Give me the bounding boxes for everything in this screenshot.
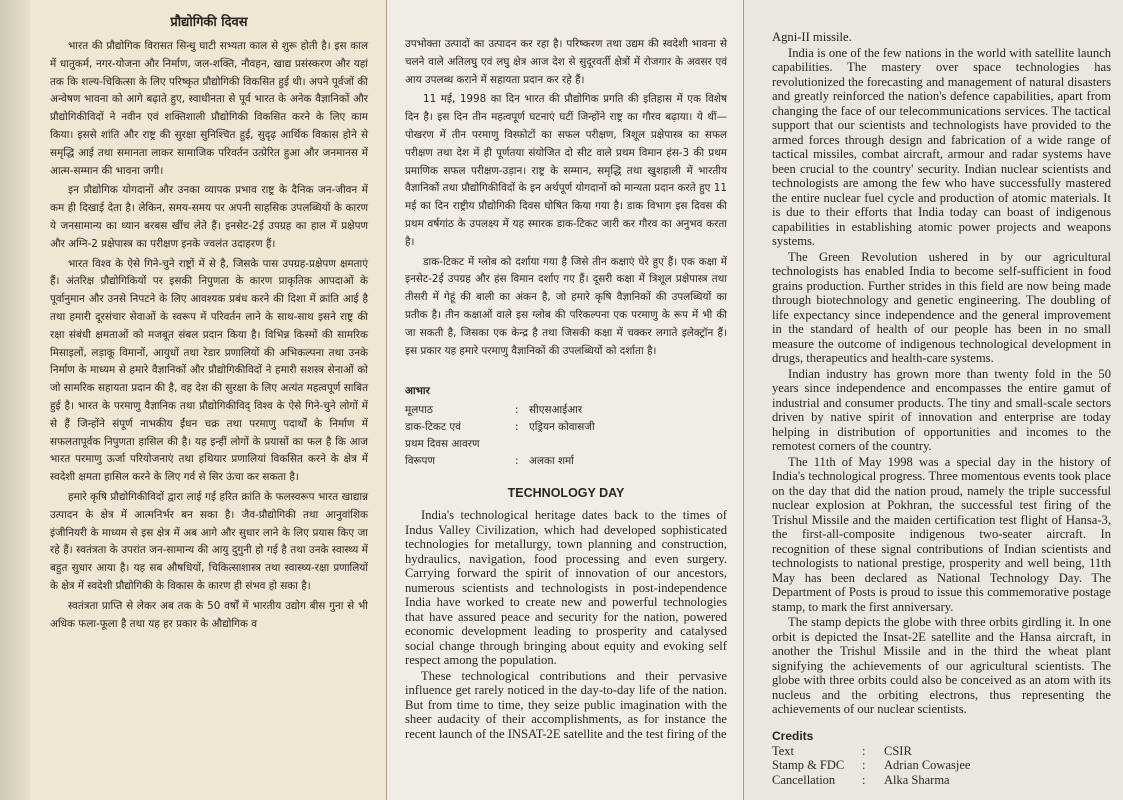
credit-value: एड्रियन कोवासजी bbox=[529, 421, 595, 434]
english-credit-row bbox=[772, 758, 1111, 773]
hindi-credit-row bbox=[405, 453, 727, 470]
credit-sep: : bbox=[862, 743, 866, 758]
english-credits-heading: Credits bbox=[772, 728, 814, 743]
hindi-credits bbox=[405, 384, 727, 470]
hindi-credit-row bbox=[405, 402, 727, 419]
hindi-left-paragraph: भारत विश्व के ऐसे गिने-चुने राष्ट्रों में से है, जिसके पास उपग्रह-प्रक्षेपण क्षमताएं हैं। अंतरिक्ष प्रौद्योगिकियों पर इसकी निपुणता के कारण प्राकृतिक आपदाओं के पूर्वानुमान और उनसे निपटने के लिए आवश्यक प्रबंध करने की दिशा में क्रांति आई है तथा हमारी दूरसंचार सेवाओं के स्वरूप में परिवर्तन लाने के साथ-साथ इसने राष्ट्र की रक्षा संबंधी क्षमताओं को मजबूत संबल प्रदान किया है। विभिन्न किस्मों की सामरिक मिसाइलों, लड़ाकू विमानों, आयुधों तथा रेडार प्रणालियों की अभिकल्पना तथा उनके निर्माण के माध्यम से हमारे वैज्ञानिकों और प्रौद्योगिकीविदों ने हमारी सशस्त्र सेनाओं को जो सामरिक सहायता प्रदान की है, वह देश की सुरक्षा के लिए अत्यंत महत्वपूर्ण साबित हुई है। भारत के परमाणु वैज्ञानिक तथा प्रौद्योगिकीविद् विश्व के ऐसे गिने-चुने लोगों में से हैं जिन्होंने संपूर्ण नाभकीय ईंधन चक्र तथा परमाणु पदार्थों के निर्माण में सफलतापूर्वक निपुणता हासिल की है। यह इन्हीं लोगों के प्रयासों का फल है कि आज भारत परमाणु ऊर्जा परियोजनाएं तथा हथियार प्रणालियां विकसित करने के क्षेत्र में स्वदेशी क्षमता हासिल करने के लिए गर्व से सिर ऊंचा कर सकता है। bbox=[50, 257, 368, 484]
hindi-left-paragraph: स्वतंत्रता प्राप्ति से लेकर अब तक के 50 वर्षों में भारतीय उद्योग बीस गुना से भी अधिक फला-फूला है तथा यह हर प्रकार के औद्योगिक व bbox=[50, 599, 368, 630]
english-right-lead: Agni-II missile. bbox=[772, 30, 852, 44]
hindi-left-paragraph: भारत की प्रौद्योगिक विरासत सिन्धु घाटी सभ्यता काल से शुरू होती है। इस काल में धातुकर्म, नगर-योजना और निर्माण, जल-शक्ति, नौवहन, खाद्य प्रसंस्करण और यहां तक कि शल्य-चिकित्सा के लिए परिष्कृत प्रौद्योगिकी विकसित हुई थी। अपने पूर्वजों की अन्वेषण भावना को आगे बढ़ाते हुए, स्वाधीनता से पूर्व भारत के अनेक वैज्ञानिकों और प्रौद्योगिकीविदों ने नवीन एवं शक्तिशाली प्रौद्योगिकी विकसित करने के लिए काम किया। इससे शांति और राष्ट्र की सुरक्षा सुनिश्चित हुई, सुदृढ़ आर्थिक विकास होने से समृद्धि आई तथा समानता लाकर सामाजिक परिवर्तन उत्प्रेरित हुआ और जनमानस में आत्म-सम्मान की भावना जगी। bbox=[50, 40, 368, 177]
credit-value: Alka Sharma bbox=[884, 772, 950, 787]
hindi-credit-row bbox=[405, 419, 727, 436]
hindi-title: प्रौद्योगिकी दिवस bbox=[170, 15, 248, 30]
english-credit-row bbox=[772, 773, 1111, 788]
english-credits bbox=[772, 729, 1111, 788]
right-panel bbox=[743, 0, 1123, 800]
credit-label: Stamp & FDC bbox=[772, 758, 845, 772]
english-body-right bbox=[772, 30, 1111, 717]
credit-value: Adrian Cowasjee bbox=[884, 758, 971, 772]
credit-sep: : bbox=[862, 772, 866, 787]
hindi-left-paragraph: हमारे कृषि प्रौद्योगिकीविदों द्वारा लाई गई हरित क्रांति के फलस्वरूप भारत खाद्यान्न उत्पादन के क्षेत्र में आत्मनिर्भर बन सका है। जैव-प्रौद्योगिकी तथा आनुवांशिक इंजीनियरी के माध्यम से इस क्षेत्र में अब आगे और सुधार लाने के लिए प्रयास किए जा रहे हैं। स्वतंत्रता के उपरांत जन-सामान्य की आयु दुगुनी हो गई है तथा उनके स्वास्थ्य में बहुत सुधार आया है। यह सब औषधियों, चिकित्साशास्त्र तथा स्वास्थ्य-रक्षा प्रणालियों के क्षेत्र में स्वदेशी प्रौद्योगिकी के विकास के कारण ही संभव हो सका है। bbox=[50, 490, 368, 592]
english-mid-paragraph: These technological contributions and their pervasive influence get rarely noticed in the day-to-day life of the nation. But from time to time, they seize public imagination with the sheer audacity of their accomplishments, as for instance the recent launch of the INSAT-2E satellite and the test firing of the bbox=[405, 668, 727, 741]
hindi-credits-heading: आभार bbox=[405, 385, 430, 398]
english-body-mid bbox=[405, 508, 727, 741]
credit-label: Text bbox=[772, 743, 795, 758]
credit-label: डाक-टिकट एवं bbox=[405, 421, 461, 434]
english-right-paragraph: India is one of the few nations in the world with satellite launch capabilities. The mastery over space technologies has revolutionized the forecasting and management of natural disasters and greatly reinforced the nation's defence capabilities, apart from changing the face of our telecommunications services. The tactical support that our scientists and technologists have provided to the armed forces through design and fabrication of a wide range of tactical missiles, combat aircraft, armour and radar systems have been crucial to the country' security. Indian nuclear scientists and technologists are among the few who have successfully mastered the entire nuclear fuel cycle and production of atomic materials. It is due to their efforts that India today can boast of indigenous capabilities in establishing atomic power projects and weapons systems. bbox=[772, 45, 1111, 248]
credit-value: सीएसआईआर bbox=[529, 404, 583, 417]
credit-label: Cancellation bbox=[772, 772, 836, 787]
english-right-paragraph: The Green Revolution ushered in by our agricultural technologists has enabled India to become self-sufficient in food grains production. Further strides in this field are now being made through biotechnology and genetic engineering. The doubling of life expectancy since independence and the general improvement in the standard of health of our people has been in no small measure the outcome of indigenous technological development in drugs, therapeutics and health-care systems. bbox=[772, 249, 1111, 365]
credit-value: CSIR bbox=[884, 743, 912, 758]
hindi-body-left bbox=[50, 38, 368, 633]
credit-sep: : bbox=[515, 455, 519, 468]
credit-label: मूलपाठ bbox=[405, 404, 433, 417]
left-panel bbox=[0, 0, 386, 800]
middle-panel bbox=[386, 0, 743, 800]
english-right-paragraph: The 11th of May 1998 was a special day in the history of India's technological progress. Three momentous events took place on the day that did the nation proud, namely the triple successful nuclear explosion at Pokhran, the successful test firing of the Trishul Missile and the maiden certification test flight of Hansa-3, the first-all-composite indigenous two-seater aircraft. In recognition of these signal contributions of Indian scientists and technologists to national prestige, prosperity and well being, 11th May has been declared as National Technology Day. The Department of Posts is proud to issue this commemorative postage stamp, to mark the first anniversary. bbox=[772, 454, 1111, 614]
hindi-mid-paragraph: 11 मई, 1998 का दिन भारत की प्रौद्योगिक प्रगति की इतिहास में एक विशेष दिन है। इस दिन तीन महत्वपूर्ण घटनाएं घटीं जिन्होंने राष्ट्र का गौरव बढ़ाया। ये थीं—पोखरण में तीन परमाणु विस्फोटों का सफल परीक्षण, त्रिशूल प्रक्षेपास्त्र का सफल परीक्षण तथा देश में ही पूर्णतया संयोजित दो सीट वाले प्रथम विमान हंस-3 की प्रथम प्रमाणिक सफल परीक्षण-उड़ान। राष्ट्र के सम्मान, समृद्धि तथा खुशहाली में भारतीय वैज्ञानिकों तथा प्रौद्योगिकीविदों के इन अर्थपूर्ण योगदानों को मान्यता प्रदान करते हुए 11 मई का दिन राष्ट्रीय प्रौद्योगिकी दिवस घोषित किया गया है। डाक विभाग इस दिवस की प्रथम वर्षगांठ के उपलक्ष्य में यह स्मारक डाक-टिकट जारी कर गौरव का अनुभव करता है। bbox=[405, 93, 727, 248]
hindi-left-paragraph: इन प्रौद्योगिक योगदानों और उनका व्यापक प्रभाव राष्ट्र के दैनिक जन-जीवन में कम ही दिखाई देता है। लेकिन, समय-समय पर अपनी साहसिक उपलब्धियों के कारण ये जनसामान्य का ध्यान बरबस खींच लेते हैं। इनसेट-2ई उपग्रह का हाल में प्रक्षेपण और अग्नि-2 प्रक्षेपास्त्र का परीक्षण इनके ज्वलंत उदाहरण हैं। bbox=[50, 184, 368, 250]
english-title: TECHNOLOGY DAY bbox=[507, 486, 625, 501]
english-credit-row bbox=[772, 744, 1111, 759]
credit-label: प्रथम दिवस आवरण bbox=[405, 438, 480, 451]
hindi-mid-paragraph: डाक-टिकट में ग्लोब को दर्शाया गया है जिसे तीन कक्षाएं घेरे हुए हैं। एक कक्षा में इनसेट-2ई उपग्रह और हंस विमान दर्शाए गए हैं। दूसरी कक्षा में त्रिशूल प्रक्षेपास्त्र तथा तीसरी में गेहूं की बाली का अंकन है, जो हमारे कृषि वैज्ञानिकों की उपलब्धियों का प्रतीक है। तीन कक्षाओं वाले इस ग्लोब की परिकल्पना एक परमाणु के रूप में भी की जा सकती है, जिसका एक केन्द्र है तथा जिसकी कक्षा में चक्कर लगाते इलेक्ट्रॉन हैं। इस प्रकार यह हमारे परमाणु वैज्ञानिकों की उपलब्धियों को दर्शाता है। bbox=[405, 255, 727, 357]
credit-sep: : bbox=[515, 421, 519, 434]
credit-sep: : bbox=[515, 404, 519, 417]
credit-label: विरूपण bbox=[405, 455, 435, 468]
english-right-paragraph: The stamp depicts the globe with three orbits girdling it. In one orbit is depicted the Insat-2E satellite and the Hansa aircraft, in another the Trishul Missile and in the third the wheat plant signifying the achievements of our agricultural scientists. The globe with three orbits could also be conceived as an atom with its nucleus and the orbiting electrons, thus representing the achievements of our nuclear scientists. bbox=[772, 615, 1111, 716]
english-right-paragraph: Indian industry has grown more than twenty fold in the 50 years since independence and encompasses the entire gamut of industrial and consumer products. The tiny and small-scale sectors driven by native spirit of innovation and enterprise are today helping in distribution of opportunities and incomes to the remotest corners of the country. bbox=[772, 366, 1111, 453]
hindi-credit-row bbox=[405, 436, 727, 453]
english-mid-paragraph: India's technological heritage dates back to the times of Indus Valley Civilization, which had developed sophisticated technologies for metallurgy, town planning and construction, hydraulics, navigation, food processing and even surgery. Carrying forward the spirit of innovation of our ancestors, numerous scientists and technologists in post-independence India have worked to create new and powerful technologies that have assured peace and security for the nation, powered economic development leading to prosperity and catalysed social change through bringing about equity and evoking self respect among the population. bbox=[405, 508, 727, 668]
credit-value: अलका शर्मा bbox=[529, 455, 574, 468]
hindi-body-mid bbox=[405, 36, 727, 360]
hindi-mid-paragraph: उपभोक्ता उत्पादों का उत्पादन कर रहा है। परिष्करण तथा उद्यम की स्वदेशी भावना से चलने वाले अतिलघु एवं लघु क्षेत्र आज देश से सुदूरवर्ती क्षेत्रों में रोजगार के अवसर एवं आय उपलब्ध कराने में सहायता प्रदान कर रहे हैं। bbox=[405, 38, 727, 86]
credit-sep bbox=[515, 436, 529, 453]
credit-value bbox=[529, 436, 727, 453]
credit-sep: : bbox=[862, 758, 866, 772]
